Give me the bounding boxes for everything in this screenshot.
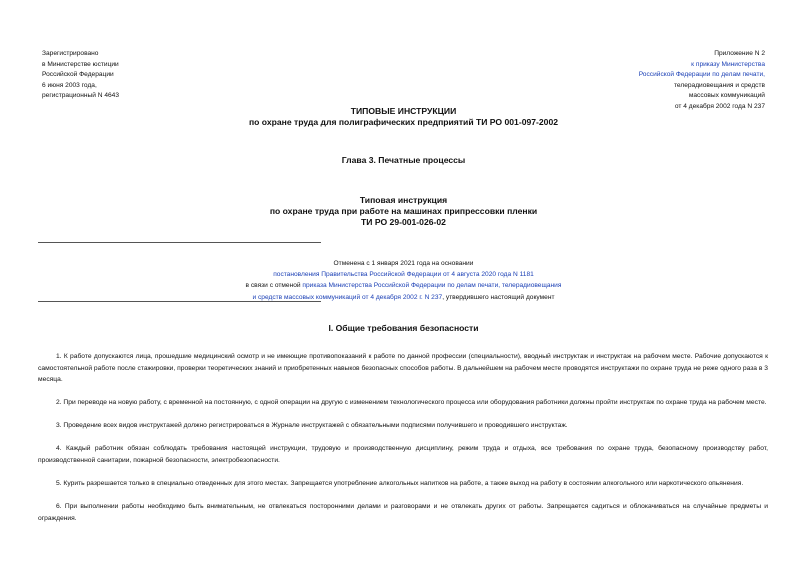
- order-link[interactable]: и средств массовых коммуникаций от 4 декабря 2002 г. N 237: [252, 293, 443, 301]
- registration-note: [42, 49, 242, 102]
- appendix-line: от 4 декабря 2002 года N 237: [674, 102, 765, 110]
- paragraph: 6. При выполнении работы необходимо быть внимательным, не отвлекаться посторонними делами и разговорами и не отвлекать других от работы. Запрещается садиться и облокачиваться на случайные предметы и ограждения.: [38, 503, 768, 522]
- cancellation-line: Отменена с 1 января 2021 года на основании: [333, 260, 474, 267]
- registration-line: 6 июня 2003 года,: [42, 81, 97, 89]
- registration-line: Зарегистрировано: [42, 50, 99, 57]
- registration-line: в Министерстве юстиции: [42, 60, 119, 68]
- decree-link[interactable]: постановления Правительства Российской Федерации от 4 августа 2020 года N 1181: [273, 271, 534, 279]
- document-subtitle: по охране труда для полиграфических предприятий ТИ РО 001-097-2002: [248, 117, 559, 127]
- cancellation-note: [0, 258, 807, 303]
- instruction-title: [0, 195, 807, 228]
- paragraph: 3. Проведение всех видов инструктажей должно регистрироваться в Журнале инструктажей с обязательными подписями получившего и проводившего инструктаж.: [56, 422, 568, 430]
- appendix-note: [505, 49, 765, 113]
- paragraph: 2. При переводе на новую работу, с временной на постоянную, с одной операции на другую с изменением технологического процесса или оборудования работники должны пройти инструктаж по охране труда на рабочем месте.: [56, 399, 767, 407]
- document-title: [0, 106, 807, 128]
- appendix-order-link[interactable]: Российской Федерации по делам печати,: [638, 71, 765, 79]
- paragraph: 5. Курить разрешается только в специально отведенных для этого местах. Запрещается употребление алкогольных напитков на работе, а также выход на работу в состоянии алкогольного или наркотического опьянения.: [56, 480, 744, 488]
- appendix-line: телерадиовещания и средств: [673, 81, 765, 89]
- paragraph: 4. Каждый работник обязан соблюдать требования настоящей инструкции, трудовую и производственную дисциплину, режим труда и отдыха, все требования по охране труда, безопасному производству работ, производственной санитарии, пожарной безопасности, электробезопасности.: [38, 445, 768, 465]
- section-heading: I. Общие требования безопасности: [328, 323, 479, 333]
- registration-line: регистрационный N 4643: [42, 92, 120, 100]
- document-title-line: ТИПОВЫЕ ИНСТРУКЦИИ: [350, 106, 457, 116]
- appendix-line: массовых коммуникаций: [688, 92, 765, 100]
- section-body: [38, 351, 768, 536]
- cancellation-text: , утвердившего настоящий документ: [442, 293, 555, 301]
- divider-top: [38, 242, 321, 243]
- cancellation-text: в связи с отменой: [245, 282, 303, 290]
- appendix-line: Приложение N 2: [714, 50, 765, 57]
- instruction-code: ТИ РО 29-001-026-02: [361, 217, 446, 227]
- instruction-title-line: Типовая инструкция: [359, 195, 448, 205]
- divider-bottom: [38, 301, 321, 302]
- chapter-heading: Глава 3. Печатные процессы: [341, 155, 466, 165]
- appendix-order-link[interactable]: к приказу Министерства: [691, 60, 765, 68]
- order-link[interactable]: приказа Министерства Российской Федерации по делам печати, телерадиовещания: [302, 282, 562, 290]
- instruction-title-line: по охране труда при работе на машинах припрессовки пленки: [269, 206, 538, 216]
- registration-line: Российской Федерации: [42, 71, 114, 79]
- paragraph: 1. К работе допускаются лица, прошедшие медицинский осмотр и не имеющие противопоказаний к работе по данной профессии (специальности), вводный инструктаж и инструктаж на рабочем месте. Рабочие допускаются к самостоятельной работе после стажировки, проверки теоретических знаний и приобретенных навыков безопасных способов работы. В дальнейшем на рабочем месте проводятся инструктажи по охране труда не реже одного раза в 3 месяца.: [38, 353, 768, 384]
